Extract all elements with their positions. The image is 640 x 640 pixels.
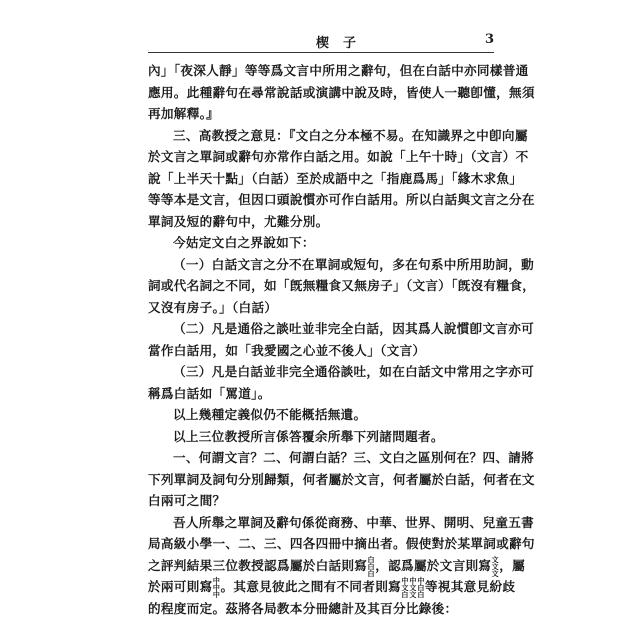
- text-line: 詞或代名詞之不同，如「旣無糧食又無房子」（文言）「旣沒有糧食，: [148, 278, 536, 293]
- text-line: 三、高教授之意見：『文白之分本極不易。在知識界之中卽向屬: [173, 127, 528, 143]
- stack-char: 文: [401, 583, 409, 592]
- stack-char: 文: [409, 583, 417, 592]
- text-line: [148, 576, 516, 599]
- text-line: 吾人所舉之單詞及辭句係從商務、中華、世界、開明、兒童五書: [173, 514, 535, 530]
- stack-char: 白: [417, 583, 425, 592]
- stack-char: 文: [491, 568, 499, 578]
- text-line: （一）白話文言之分不在單詞或短句，多在句系中所用助詞，動: [173, 256, 535, 272]
- text-line: 又沒有房子。」（白話）: [148, 299, 278, 315]
- text-line: 當作白話用，如「我愛國之心並不後人」（文言）: [148, 342, 426, 358]
- annotation-stack: [401, 577, 409, 598]
- text-line: （二）凡是通俗之談吐並非完全白話，因其爲人說慣卽文言亦可: [173, 321, 535, 336]
- stack-char: 白: [401, 590, 409, 599]
- stack-char: 中: [409, 576, 417, 585]
- text-line: 以上幾種定義似仍不能概括無遺。: [173, 407, 367, 422]
- text-line: 白兩可之間？: [148, 493, 226, 508]
- stack-char: 中: [212, 590, 221, 599]
- annotation-stack: [409, 577, 417, 598]
- text-segment: 於兩可則寫: [148, 579, 213, 594]
- text-line: 的程度而定。茲將各局教本分冊總計及其百分比錄後：: [148, 600, 458, 616]
- stack-char: 中: [417, 576, 425, 585]
- text-segment: 之評判結果三位教授認爲屬於白話則寫: [148, 557, 368, 573]
- text-line: 稱爲白話如「罵道」。: [148, 385, 271, 401]
- text-line: 說「上半天十點」（白話）至於成語中之「指鹿爲馬」「緣木求魚」: [148, 170, 523, 186]
- text-line: [148, 554, 526, 578]
- stack-char: 文: [491, 561, 499, 571]
- text-segment: ，屬: [499, 557, 526, 573]
- text-line: 下列單詞及詞句分別歸類，何者屬於文言，何者屬於白話，何者在文: [148, 471, 535, 487]
- text-line: 今姑定文白之界說如下：: [173, 235, 315, 250]
- page-number: 3: [484, 32, 494, 47]
- stack-char: 白: [367, 561, 375, 571]
- text-line: 等等本是文言，但因口頭說慣亦可作白話用。所以白話與文言之分在: [148, 192, 535, 207]
- text-segment: 等視其意見紛歧: [424, 579, 516, 594]
- annotation-stack: [417, 577, 425, 598]
- text-line: 內」「夜深人靜」等等爲文言中所用之辭句，但在白話中亦同樣普通: [148, 63, 529, 78]
- stack-char: 文: [409, 590, 417, 599]
- stack-char: 中: [401, 576, 409, 585]
- annotation-stack: [367, 556, 375, 577]
- running-title: 楔子: [316, 36, 371, 51]
- stack-char: 文: [491, 554, 499, 564]
- text-line: 單詞及短的辭句中，尤難分別。: [148, 213, 329, 229]
- text-line: 以上三位教授所言係答覆余所舉下列諸問題者。: [173, 428, 444, 444]
- stack-char: 白: [367, 554, 375, 564]
- text-line: 一、何謂文言？二、何謂白話？三、文白之區別何在？四、請將: [173, 450, 535, 465]
- page-header: [148, 30, 494, 50]
- text-segment: ，認爲屬於文言則寫: [375, 557, 492, 573]
- stack-char: 中: [212, 576, 221, 585]
- text-line: 再加解釋。』: [148, 106, 220, 121]
- text-line: 局高級小學一、二、三、四各四冊中摘出者。假使對於某單詞或辭句: [148, 536, 535, 551]
- text-line: 於文言之單詞或辭句亦常作白話之用。如說「上午十時」（文言）不: [148, 149, 529, 164]
- stack-char: 白: [367, 568, 375, 578]
- stack-char: 中: [212, 583, 221, 592]
- text-line: 應用。此種辭句在尋常說話或演講中說及時，皆使人一聽卽懂，無須: [148, 84, 535, 100]
- body-text: [148, 60, 536, 619]
- text-segment: 。其意見彼此之間有不同者則寫: [220, 579, 401, 594]
- text-line: （三）凡是白話並非完全通俗談吐，如在白話文中常用之字亦可: [173, 364, 535, 379]
- stack-char: 白: [417, 590, 425, 599]
- header-rule: [148, 52, 494, 53]
